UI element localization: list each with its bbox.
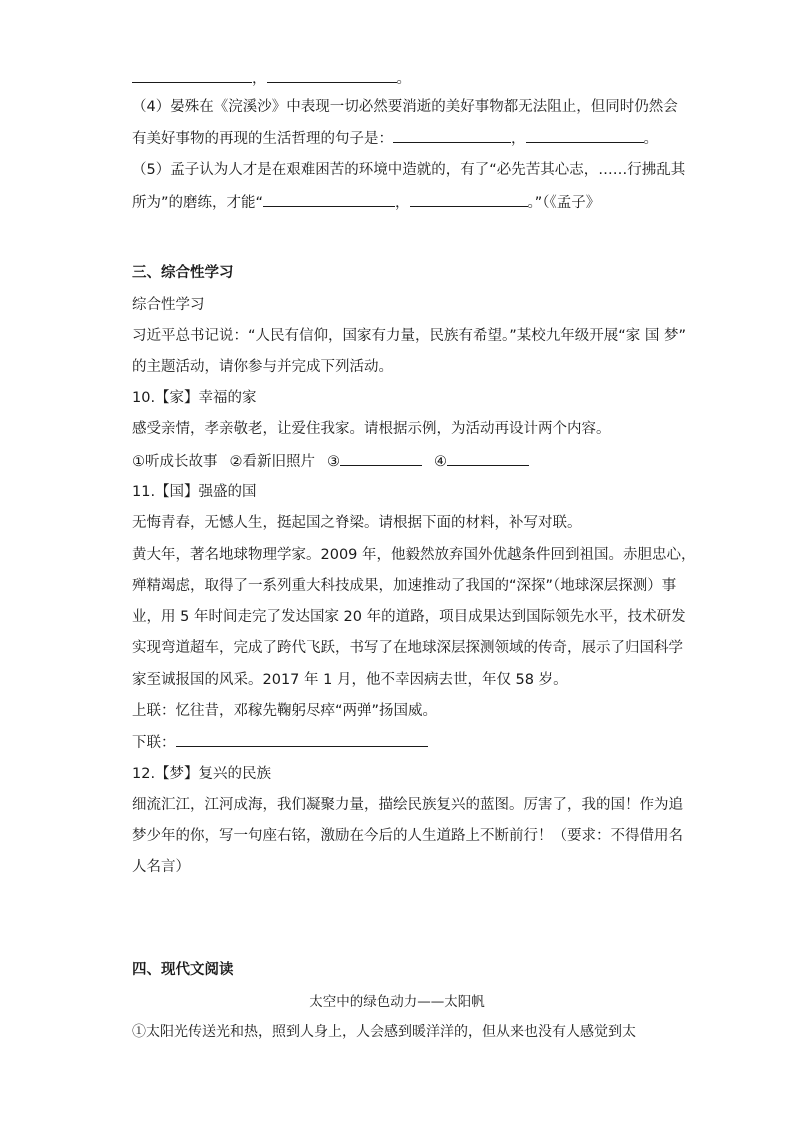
section3-intro-line1: 习近平总书记说：“人民有信仰，国家有力量，民族有希望。”某校九年级开展“家 国 梦” [132,328,687,344]
item4-prompt: 有美好事物的再现的生活哲理的句子是： [132,131,393,147]
answer-blank[interactable] [263,192,395,207]
answer-blank[interactable] [132,68,252,83]
section3-subheading: 综合性学习 [132,297,205,313]
q10-option-3: ③ [327,454,340,470]
q12-line2: 梦少年的你，写一句座右铭，激励在今后的人生道路上不断前行！（要求：不得借用名 [132,828,683,844]
section4-heading: 四、现代文阅读 [132,962,234,978]
q11-text: 无悔青春，无憾人生，挺起国之脊梁。请根据下面的材料，补写对联。 [132,515,582,531]
q10-options [132,451,529,472]
line-end: 。 [396,71,411,87]
answer-blank[interactable] [410,192,528,207]
q10-option-2: ②看新旧照片 [229,454,315,470]
q12-title: 12.【梦】复兴的民族 [132,766,272,782]
answer-blank[interactable] [393,128,511,143]
section3-heading: 三、综合性学习 [132,265,234,281]
separator: ， [511,131,526,147]
separator: ， [252,71,267,87]
q11-material-line5: 家至诚报国的风采。2017 年 1 月，他不幸因病去世，年仅 58 岁。 [132,672,568,688]
item5-prompt: 所为”的磨练，才能“ [132,195,264,211]
q10-option-1: ①听成长故事 [132,454,218,470]
q10-title: 10.【家】幸福的家 [132,390,257,406]
q11-material-line3: 业，用 5 年时间走完了发达国家 20 年的道路，项目成果达到国际领先水平，技术研发 [132,609,686,625]
q9-line0 [132,68,411,89]
article-paragraph-1: ①太阳光传送光和热，照到人身上，人会感到暖洋洋的，但从来也没有人感觉到太 [132,1024,636,1040]
answer-blank[interactable] [526,128,644,143]
q10-option-4: ④ [434,454,447,470]
answer-blank[interactable] [267,68,397,83]
q9-item5-line2 [132,192,600,213]
q9-item4-line1: （4）晏殊在《浣溪沙》中表现一切必然要消逝的美好事物都无法阻止，但同时仍然会 [132,99,678,115]
section3-intro-line2: 的主题活动，请你参与并完成下列活动。 [132,359,393,375]
line-end: 。 [643,131,658,147]
q9-item5-line1: （5）孟子认为人才是在艰难困苦的环境中造就的，有了“必先苦其心志，……行拂乱其 [132,162,686,178]
q11-title: 11.【国】强盛的国 [132,484,257,500]
q11-upper-couplet: 上联：忆往昔，邓稼先鞠躬尽瘁“两弹”扬国威。 [132,703,438,719]
answer-blank[interactable] [447,451,529,466]
article-title: 太空中的绿色动力——太阳帆 [309,994,485,1010]
separator: ， [395,195,410,211]
q12-line3: 人名言） [132,859,190,875]
q11-material-line1: 黄大年，著名地球物理学家。2009 年，他毅然放弃国外优越条件回到祖国。赤胆忠心， [132,547,696,563]
q12-line1: 细流汇江，江河成海，我们凝聚力量，描绘民族复兴的蓝图。厉害了，我的国！作为追 [132,797,683,813]
answer-blank[interactable] [340,451,422,466]
q10-text: 感受亲情，孝亲敬老，让爱住我家。请根据示例，为活动再设计两个内容。 [132,421,611,437]
answer-blank[interactable] [176,732,428,747]
q9-item4-line2 [132,128,658,149]
q11-material-line4: 实现弯道超车，完成了跨代飞跃，书写了在地球深层探测领域的传奇，展示了归国科学 [132,640,683,656]
line-end: 。”（《孟子》 [527,195,601,211]
q11-material-line2: 殚精竭虑，取得了一系列重大科技成果，加速推动了我国的“深探”（地球深层探测）事 [132,578,677,594]
q11-lower-couplet [132,732,428,753]
lower-couplet-label: 下联： [132,735,176,751]
